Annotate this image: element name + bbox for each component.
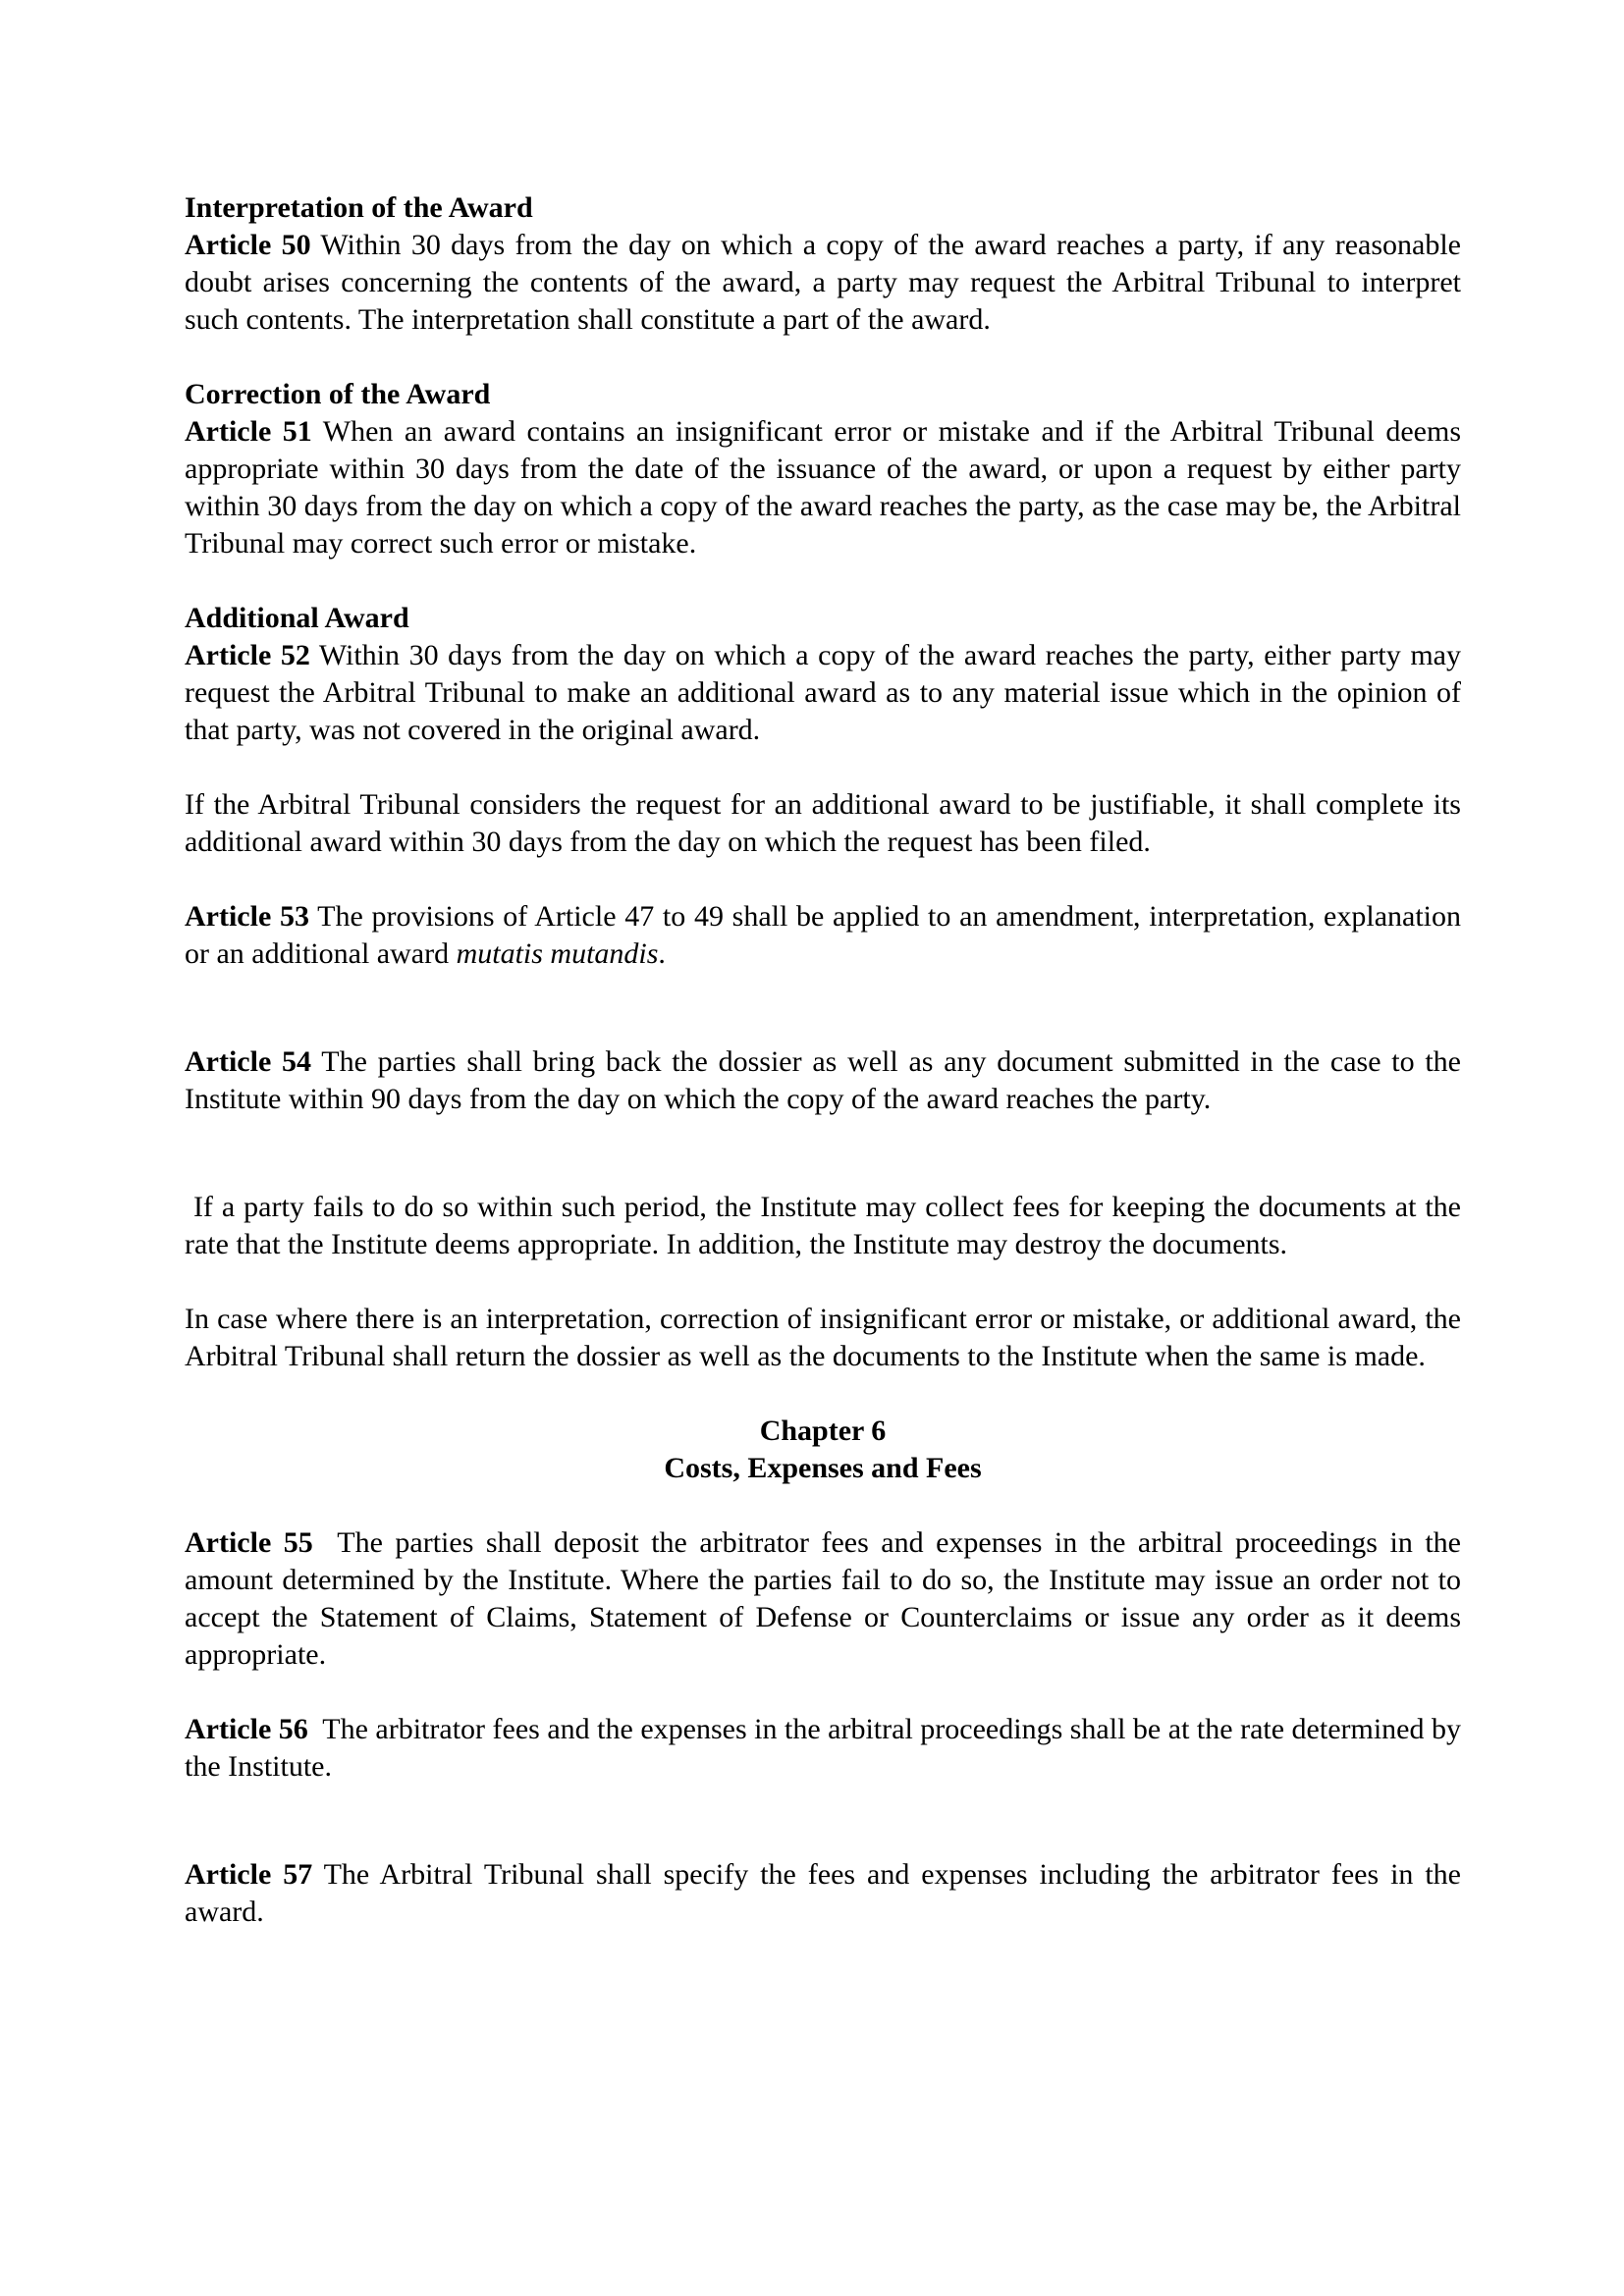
heading-chapter-6 (185, 1413, 1461, 1450)
paragraph-article-54-return (185, 1301, 1461, 1375)
text-run: Interpretation of the Award (185, 191, 533, 224)
text-run: The parties shall deposit the arbitrator fees and expenses in the arbitral proceedings in the amount determined by the Institute. Where the parties fail to do so, the Institute may issue an order not to accept the Statement of Claims, Statement of Defense or Counterclaims or issue any order as it deems appropriate. (185, 1526, 1461, 1671)
heading-additional-award (185, 600, 1461, 637)
paragraph-article-55 (185, 1524, 1461, 1674)
heading-interpretation-of-the-award (185, 189, 1461, 227)
text-run: Within 30 days from the day on which a copy of the award reaches a party, if any reasonable doubt arises concerning the contents of the award, a party may request the Arbitral Tribunal to interpret such contents. The interpretation shall constitute a part of the award. (185, 229, 1461, 336)
paragraph-article-57 (185, 1856, 1461, 1931)
text-run: Article 51 (185, 415, 312, 448)
paragraph-article-52-continued (185, 786, 1461, 861)
text-run: The Arbitral Tribunal shall specify the fees and expenses including the arbitrator fees in the award. (185, 1858, 1461, 1928)
text-run: Costs, Expenses and Fees (664, 1452, 982, 1484)
text-run: The parties shall bring back the dossier as well as any document submitted in the case to the Institute within 90 days from the day on which the copy of the award reaches the party. (185, 1045, 1461, 1115)
paragraph-article-51 (185, 413, 1461, 562)
heading-chapter-6-title (185, 1450, 1461, 1487)
text-run: . (658, 937, 666, 970)
text-run: If the Arbitral Tribunal considers the request for an additional award to be justifiable, it shall complete its additional award within 30 days from the day on which the request has been filed. (185, 788, 1461, 858)
text-run: Article 55 (185, 1526, 313, 1559)
text-run: Article 57 (185, 1858, 313, 1891)
paragraph-article-50 (185, 227, 1461, 339)
text-run: Article 56 (185, 1713, 308, 1745)
text-run: In case where there is an interpretation, correction of insignificant error or mistake, or additional award, the Arbitral Tribunal shall return the dossier as well as the documents to the Institute when the same is made. (185, 1303, 1461, 1372)
paragraph-article-53 (185, 898, 1461, 973)
text-run: Chapter 6 (759, 1415, 887, 1447)
paragraph-article-52 (185, 637, 1461, 749)
heading-correction-of-the-award (185, 376, 1461, 413)
paragraph-article-54-continued (185, 1189, 1461, 1263)
text-run: When an award contains an insignificant error or mistake and if the Arbitral Tribunal deems appropriate within 30 days from the date of the issuance of the award, or upon a request by either party within 30 days from the day on which a copy of the award reaches the party, as the case may be, the Arbitral Tribunal may correct such error or mistake. (185, 415, 1461, 560)
text-run: Article 50 (185, 229, 311, 261)
paragraph-article-54 (185, 1043, 1461, 1118)
text-run: Additional Award (185, 602, 409, 634)
text-run: Article 53 (185, 900, 309, 933)
text-run: Within 30 days from the day on which a copy of the award reaches the party, either party may request the Arbitral Tribunal to make an additional award as to any material issue which in the opinion of that party, was not covered in the original award. (185, 639, 1461, 746)
text-run: The arbitrator fees and the expenses in the arbitral proceedings shall be at the rate determined by the Institute. (185, 1713, 1462, 1783)
text-run: If a party fails to do so within such period, the Institute may collect fees for keeping the documents at the rate that the Institute deems appropriate. In addition, the Institute may destroy the documents. (185, 1191, 1461, 1260)
text-run: Correction of the Award (185, 378, 491, 410)
text-run: The provisions of Article 47 to 49 shall be applied to an amendment, interpretation, explanation or an additional award (185, 900, 1462, 970)
text-run: Article 54 (185, 1045, 312, 1078)
text-run: Article 52 (185, 639, 310, 671)
text-run: mutatis mutandis (456, 937, 659, 970)
paragraph-article-56 (185, 1711, 1461, 1786)
